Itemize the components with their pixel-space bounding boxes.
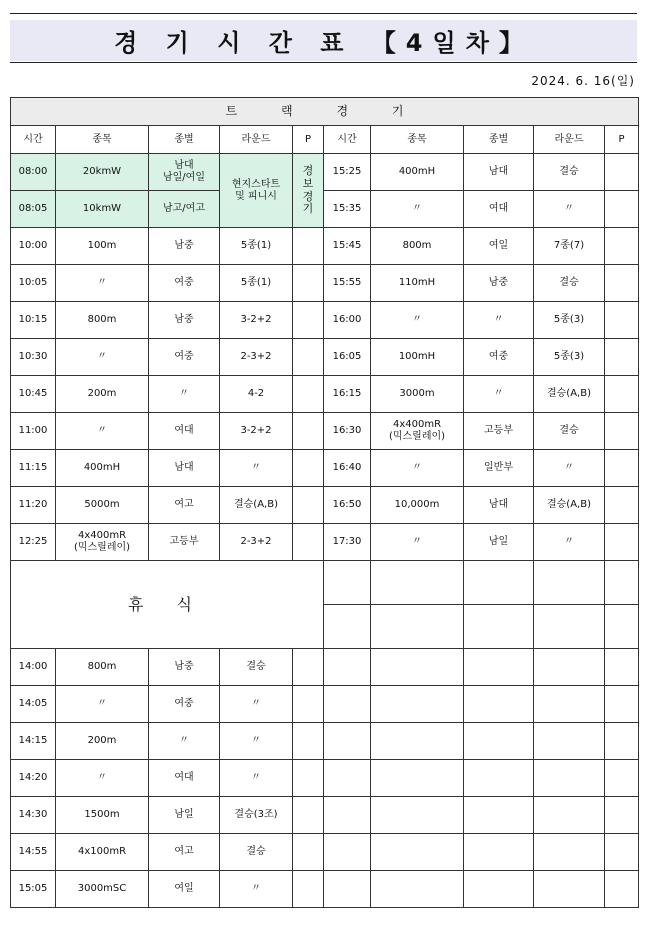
p-cell [605,376,639,413]
event-cell: 10kmW [56,191,149,228]
empty-cell [605,871,639,908]
table-row [11,413,639,450]
empty-cell [464,871,534,908]
p-cell [605,302,639,339]
division-cell: 남대 남일/여일 [149,154,220,191]
time-cell: 10:30 [11,339,56,376]
empty-cell [605,797,639,834]
division-cell: 남중 [149,302,220,339]
event-cell: 800m [56,649,149,686]
p-cell [293,228,324,265]
empty-cell [371,723,464,760]
empty-cell [324,871,371,908]
p-cell [605,154,639,191]
division-cell: 남일 [464,524,534,561]
time-cell: 12:25 [11,524,56,561]
time-cell: 11:20 [11,487,56,524]
p-cell [293,450,324,487]
p-cell [605,524,639,561]
empty-cell [324,605,371,649]
round-cell: 〃 [220,760,293,797]
table-row [11,797,639,834]
time-cell: 11:15 [11,450,56,487]
division-cell: 남대 [464,487,534,524]
walk-round-cell: 현지스타트 및 피니시 [220,154,293,228]
table-row [11,154,639,191]
empty-cell [534,871,605,908]
top-rule [10,13,637,14]
round-cell: 결승 [534,413,605,450]
event-cell: 400mH [56,450,149,487]
empty-cell [605,723,639,760]
event-cell: 〃 [56,339,149,376]
round-cell: 결승 [534,154,605,191]
empty-cell [534,723,605,760]
column-header: 종목 [371,126,464,154]
table-row [11,376,639,413]
time-cell: 15:55 [324,265,371,302]
p-cell [605,191,639,228]
empty-cell [534,834,605,871]
round-cell: 결승(A,B) [534,487,605,524]
time-cell: 16:40 [324,450,371,487]
empty-cell [324,561,371,605]
time-cell: 16:50 [324,487,371,524]
table-row [11,265,639,302]
empty-cell [605,605,639,649]
table-row [11,302,639,339]
round-cell: 5종(1) [220,265,293,302]
empty-cell [324,686,371,723]
p-cell [293,524,324,561]
division-cell: 여대 [464,191,534,228]
column-header: P [293,126,324,154]
round-cell: 2-3+2 [220,339,293,376]
empty-cell [464,605,534,649]
empty-cell [464,797,534,834]
empty-cell [371,871,464,908]
division-cell: 남대 [464,154,534,191]
time-cell: 14:15 [11,723,56,760]
division-cell: 고등부 [149,524,220,561]
table-row [11,524,639,561]
column-header: 시간 [11,126,56,154]
table-row [11,649,639,686]
time-cell: 10:15 [11,302,56,339]
empty-cell [605,649,639,686]
column-header: 종목 [56,126,149,154]
p-cell [605,339,639,376]
event-cell: 4x100mR [56,834,149,871]
p-cell [293,487,324,524]
p-cell [293,723,324,760]
empty-cell [371,561,464,605]
title-rule [10,62,637,63]
division-cell: 여일 [149,871,220,908]
round-cell: 결승(A,B) [220,487,293,524]
event-cell: 4x400mR (믹스릴레이) [56,524,149,561]
event-cell: 4x400mR (믹스릴레이) [371,413,464,450]
event-cell: 100m [56,228,149,265]
time-cell: 16:15 [324,376,371,413]
time-cell: 08:00 [11,154,56,191]
time-cell: 15:45 [324,228,371,265]
round-cell: 결승 [220,649,293,686]
p-cell [293,302,324,339]
time-cell: 14:30 [11,797,56,834]
empty-cell [324,797,371,834]
division-cell: 여중 [149,686,220,723]
division-cell: 여중 [149,265,220,302]
table-row [11,871,639,908]
round-cell: 〃 [534,450,605,487]
empty-cell [324,723,371,760]
title-bar [10,20,637,61]
event-cell: 〃 [371,450,464,487]
division-cell: 남일 [149,797,220,834]
empty-cell [464,686,534,723]
p-cell [293,649,324,686]
division-cell: 여일 [464,228,534,265]
time-cell: 15:05 [11,871,56,908]
page-title: 경 기 시 간 표 【4일차】 [114,29,533,57]
division-cell: 일반부 [464,450,534,487]
event-cell: 〃 [56,686,149,723]
schedule-table [10,97,639,908]
round-cell: 5종(1) [220,228,293,265]
p-cell [293,834,324,871]
event-cell: 〃 [371,191,464,228]
empty-cell [324,834,371,871]
division-cell: 〃 [149,376,220,413]
round-cell: 결승(3조) [220,797,293,834]
event-cell: 5000m [56,487,149,524]
round-cell: 〃 [534,524,605,561]
p-cell [605,450,639,487]
empty-cell [534,649,605,686]
event-cell: 110mH [371,265,464,302]
event-cell: 400mH [371,154,464,191]
event-cell: 〃 [371,302,464,339]
round-cell: 3-2+2 [220,302,293,339]
table-row [11,228,639,265]
table-row [11,760,639,797]
rest-cell: 휴 식 [11,561,324,649]
event-cell: 〃 [56,265,149,302]
event-cell: 10,000m [371,487,464,524]
round-cell: 7종(7) [534,228,605,265]
time-cell: 10:45 [11,376,56,413]
p-cell [293,413,324,450]
empty-cell [464,561,534,605]
time-cell: 14:05 [11,686,56,723]
event-cell: 800m [371,228,464,265]
p-cell [293,339,324,376]
p-cell [293,686,324,723]
table-row [11,834,639,871]
empty-cell [605,686,639,723]
empty-cell [534,797,605,834]
p-cell [605,487,639,524]
empty-cell [534,686,605,723]
division-cell: 〃 [464,376,534,413]
division-cell: 남대 [149,450,220,487]
table-row [11,487,639,524]
table-row [11,339,639,376]
schedule-date: 2024. 6. 16(일) [531,74,635,88]
table-row [11,450,639,487]
time-cell: 14:00 [11,649,56,686]
empty-cell [464,723,534,760]
division-cell: 여중 [464,339,534,376]
p-cell [293,376,324,413]
division-cell: 남중 [149,649,220,686]
empty-cell [371,649,464,686]
empty-cell [534,605,605,649]
p-cell [293,265,324,302]
empty-cell [324,649,371,686]
empty-cell [534,561,605,605]
event-cell: 20kmW [56,154,149,191]
division-cell: 남중 [464,265,534,302]
division-cell: 여고 [149,834,220,871]
section-title: 트 랙 경 기 [11,98,639,126]
time-cell: 10:00 [11,228,56,265]
p-cell [293,760,324,797]
round-cell: 〃 [220,686,293,723]
column-header: 종별 [149,126,220,154]
empty-cell [371,834,464,871]
table-row [11,723,639,760]
column-header: 라운드 [534,126,605,154]
header-row [11,126,639,154]
empty-cell [605,561,639,605]
time-cell: 08:05 [11,191,56,228]
event-cell: 800m [56,302,149,339]
division-cell: 여대 [149,413,220,450]
round-cell: 〃 [220,723,293,760]
time-cell: 14:55 [11,834,56,871]
time-cell: 17:30 [324,524,371,561]
p-cell [605,413,639,450]
column-header: 라운드 [220,126,293,154]
round-cell: 〃 [220,871,293,908]
division-cell: 〃 [464,302,534,339]
time-cell: 15:35 [324,191,371,228]
p-cell [293,871,324,908]
column-header: 시간 [324,126,371,154]
round-cell: 2-3+2 [220,524,293,561]
round-cell: 5종(3) [534,302,605,339]
empty-cell [464,649,534,686]
column-header: 종별 [464,126,534,154]
division-cell: 〃 [149,723,220,760]
event-cell: 200m [56,723,149,760]
empty-cell [464,760,534,797]
empty-cell [534,760,605,797]
round-cell: 결승 [220,834,293,871]
event-cell: 200m [56,376,149,413]
event-cell: 〃 [56,413,149,450]
division-cell: 남고/여고 [149,191,220,228]
round-cell: 3-2+2 [220,413,293,450]
round-cell: 4-2 [220,376,293,413]
empty-cell [371,760,464,797]
time-cell: 16:30 [324,413,371,450]
division-cell: 여대 [149,760,220,797]
time-cell: 16:05 [324,339,371,376]
time-cell: 10:05 [11,265,56,302]
event-cell: 3000m [371,376,464,413]
division-cell: 고등부 [464,413,534,450]
column-header: P [605,126,639,154]
division-cell: 여고 [149,487,220,524]
empty-cell [464,834,534,871]
time-cell: 15:25 [324,154,371,191]
empty-cell [371,686,464,723]
empty-cell [371,605,464,649]
round-cell: 결승(A,B) [534,376,605,413]
walk-p-cell: 경 보 경 기 [293,154,324,228]
empty-cell [605,834,639,871]
table-row [11,686,639,723]
table-row [11,561,639,605]
round-cell: 5종(3) [534,339,605,376]
division-cell: 여중 [149,339,220,376]
p-cell [293,797,324,834]
time-cell: 11:00 [11,413,56,450]
p-cell [605,228,639,265]
event-cell: 3000mSC [56,871,149,908]
event-cell: 〃 [56,760,149,797]
section-row [11,98,639,126]
event-cell: 100mH [371,339,464,376]
empty-cell [605,760,639,797]
event-cell: 1500m [56,797,149,834]
empty-cell [324,760,371,797]
p-cell [605,265,639,302]
empty-cell [371,797,464,834]
division-cell: 남중 [149,228,220,265]
round-cell: 〃 [220,450,293,487]
table-row [11,191,639,228]
time-cell: 14:20 [11,760,56,797]
time-cell: 16:00 [324,302,371,339]
round-cell: 〃 [534,191,605,228]
event-cell: 〃 [371,524,464,561]
round-cell: 결승 [534,265,605,302]
